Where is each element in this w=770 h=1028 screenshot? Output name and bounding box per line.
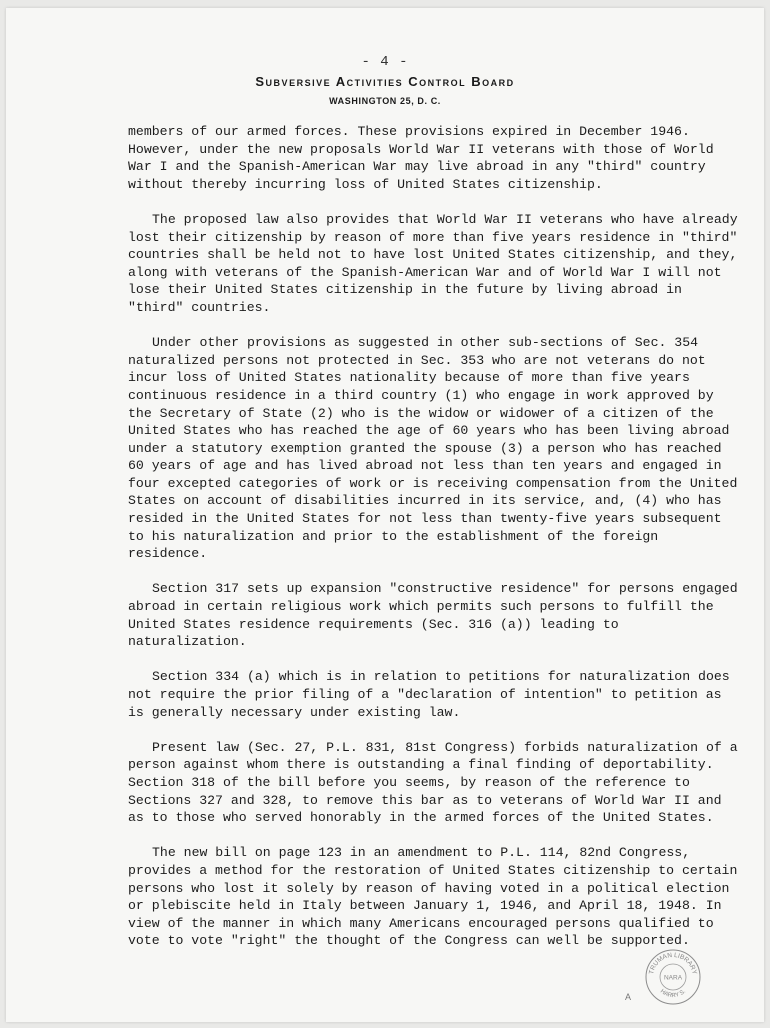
paragraph-4: Section 317 sets up expansion "constructive residence" for persons engaged abroad in certain religious work which permits such persons to fulfill the United States residence requirements (Sec. 316 (a)) leading to naturalization. (128, 581, 738, 650)
page-number: - 4 - (361, 54, 409, 70)
stamp-top-text: TRUMAN LIBRARY (648, 951, 698, 976)
paragraph-3: Under other provisions as suggested in other sub-sections of Sec. 354 naturalized persons not protected in Sec. 353 who are not veterans do not incur loss of United States nationality because of more than five years continuous residence in a third country (1) who engage in work approved by the Secretary of State (2) who is the widow or widower of a citizen of the United States who has reached the age of 60 years who has been living abroad under a statutory exemption granted the spouse (3) a person who has reached 60 years of age and has lived abroad not less than ten years and engaged in four excepted categories of work or is receiving compensation from the United States on account of disabilities incurred in its service, and, (4) who has resided in the United States for not less than twenty-five years subsequent to his naturalization and prior to the establishment of the foreign residence. (128, 335, 738, 562)
paragraph-6: Present law (Sec. 27, P.L. 831, 81st Congress) forbids naturalization of a person against whom there is outstanding a final finding of deportability. Section 318 of the bill before you seems, by reason of the reference to Sections 327 and 328, to remove this bar as to veterans of World War II and as to those who served honorably in the armed forces of the United States. (128, 739, 738, 826)
letterhead-agency-name: Subversive Activities Control Board (255, 74, 515, 89)
stamp-bottom-text: HARRY S. (658, 988, 688, 1000)
paragraph-7: The new bill on page 123 in an amendment to P.L. 114, 82nd Congress, provides a method for the restoration of United States citizenship to certain persons who lost it solely by reason of having voted in a political election or plebiscite held in Italy between January 1, 1946, and April 18, 1948. In view of the manner in which many Americans encouraged persons qualified to vote to vote "right" the thought of the Congress can well be supported. (128, 845, 738, 949)
stamp-center-text: NARA (663, 974, 683, 982)
paragraph-1: members of our armed forces. These provisions expired in December 1946. However, under the new proposals World War II veterans with those of World War I and the Spanish-American War may live abroad in any "third" country without thereby incurring loss of United States citizenship. (128, 124, 714, 192)
paragraph-5: Section 334 (a) which is in relation to petitions for naturalization does not require the prior filing of a "declaration of intention" to petition as is generally necessary under existing law. (128, 669, 730, 720)
corner-mark: A (625, 992, 632, 1002)
paragraph-2: The proposed law also provides that World War II veterans who have already lost their citizenship by reason of more than five years residence in "third" countries shall be held not to have lost United States citizenship, and they, along with veterans of the Spanish-American War and of World War I will not lose their United States citizenship in the future by living abroad in "third" countries. (128, 211, 738, 315)
truman-library-stamp-icon (644, 948, 702, 1006)
document-body (128, 123, 738, 968)
letterhead-address: WASHINGTON 25, D. C. (329, 96, 441, 106)
